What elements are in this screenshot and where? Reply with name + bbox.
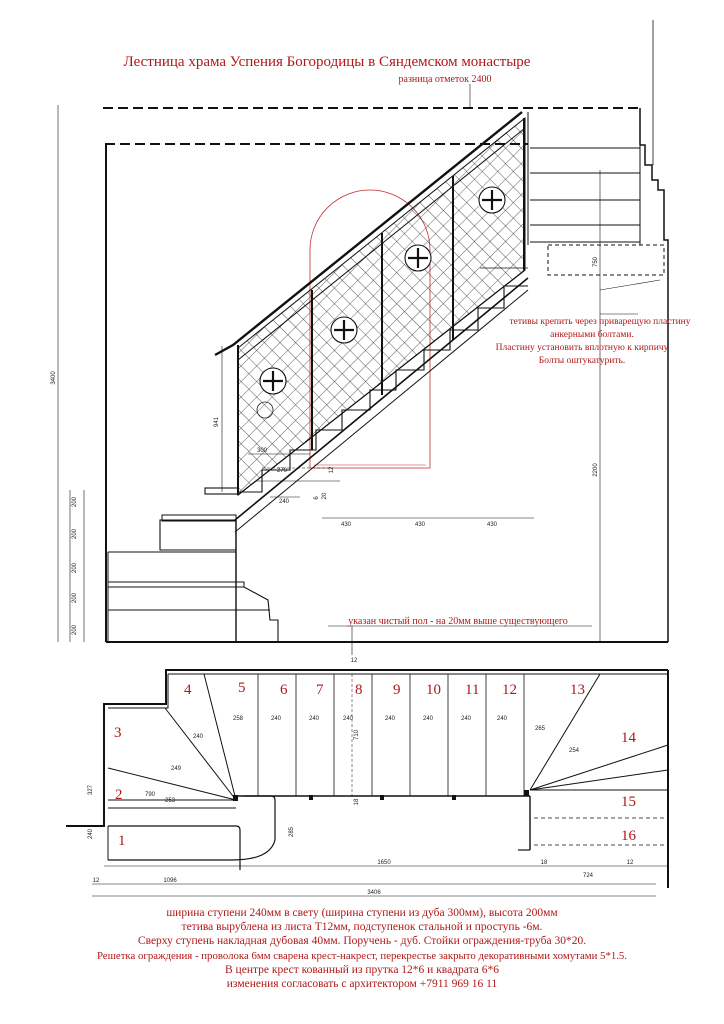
- note-line: Решетка ограждения - проволока 6мм сварена крест-накрест, перекрестье закрыто декоративными хомутами 5*1.5.: [96, 949, 628, 962]
- dim-winder-790: 790: [144, 792, 156, 798]
- dim-small-18: 18: [354, 798, 360, 806]
- step-number: 12: [502, 682, 517, 698]
- dim-step-240-5: 240: [422, 716, 434, 722]
- step-number: 16: [621, 828, 636, 844]
- dim-bottom-12-right: 12: [626, 860, 634, 866]
- dim-winder-265: 265: [534, 726, 546, 732]
- dim-flight-430-3: 430: [486, 522, 498, 528]
- anchor-note-line-3: Пластину установить вплотную к кирпичу: [495, 343, 669, 353]
- dim-bottom-724: 724: [582, 873, 594, 879]
- step-number: 8: [355, 682, 363, 698]
- dim-small-20: 20: [322, 492, 328, 500]
- dim-winder-249: 249: [170, 766, 182, 772]
- drawing-title: Лестница храма Успения Богородицы в Сяндемском монастыре: [123, 54, 531, 70]
- dim-winder-285: 285: [289, 826, 295, 838]
- note-line: Сверху ступень накладная дубовая 40мм. Поручень - дуб. Стойки ограждения-труба 30*20.: [137, 935, 587, 948]
- plan-view: [66, 670, 668, 896]
- dim-flight-430-2: 430: [414, 522, 426, 528]
- dim-step-240-2: 240: [308, 716, 320, 722]
- note-line: изменения согласовать с архитектором +7911 969 16 11: [226, 978, 498, 991]
- dim-left-riser-1: 200: [72, 496, 78, 508]
- dim-left-riser-4: 200: [72, 592, 78, 604]
- step-number: 13: [570, 682, 585, 698]
- dim-bottom-18: 18: [540, 860, 548, 866]
- dim-tread-270: 270: [276, 468, 288, 474]
- dim-left-riser-5: 200: [72, 624, 78, 636]
- dim-small-12: 12: [329, 466, 335, 474]
- level-difference-label: разница отметок 2400: [398, 74, 492, 85]
- dim-top-12: 12: [350, 658, 358, 664]
- dim-winder-254: 254: [568, 748, 580, 754]
- construction-notes: [0, 906, 724, 991]
- step-number: 9: [393, 682, 401, 698]
- anchor-note-line-2: анкерными болтами.: [550, 330, 634, 340]
- step-number: 2: [115, 787, 123, 803]
- dim-winder-327: 327: [88, 784, 94, 796]
- step-number: 5: [238, 680, 246, 696]
- dim-step-258: 258: [232, 716, 244, 722]
- dim-center-710: 710: [354, 729, 360, 741]
- dim-left-riser-3: 200: [72, 562, 78, 574]
- step-number: 10: [426, 682, 441, 698]
- dim-step-240-7: 240: [496, 716, 508, 722]
- dim-step-240-1: 240: [270, 716, 282, 722]
- step-number: 1: [118, 833, 126, 849]
- dim-step-240-6: 240: [460, 716, 472, 722]
- dim-tread-300: 300: [256, 448, 268, 454]
- dim-total-height: 3400: [51, 371, 57, 385]
- step-number: 6: [280, 682, 288, 698]
- dim-winder-253: 253: [164, 798, 176, 804]
- dim-step-240-3: 240: [342, 716, 354, 722]
- step-number: 14: [621, 730, 636, 746]
- dim-right-height: 2200: [593, 463, 599, 477]
- note-line: тетива вырублена из листа Т12мм, подступенок стальной и проступь -6м.: [181, 921, 543, 934]
- dim-top-right: 750: [593, 256, 599, 268]
- dim-winder-240-b: 240: [88, 828, 94, 840]
- anchor-note-line-4: Болты оштукатурить.: [538, 356, 626, 366]
- step-number: 7: [316, 682, 324, 698]
- anchor-note-line-1: тетивы крепить через приварещую пластину: [509, 317, 691, 327]
- dim-total-length: 3406: [367, 890, 381, 896]
- floor-note: указан чистый пол - на 20мм выше существующего: [348, 616, 568, 627]
- step-number: 11: [465, 682, 480, 698]
- dim-rail-height: 941: [214, 416, 220, 428]
- dim-flight-430-1: 430: [340, 522, 352, 528]
- dim-bottom-1650: 1650: [377, 860, 391, 866]
- dim-winder-240: 240: [192, 734, 204, 740]
- note-line: В центре крест кованный из прутка 12*6 и квадрата 6*6: [225, 963, 499, 976]
- dim-tread-240: 240: [278, 499, 290, 505]
- dim-bottom-1096: 1096: [163, 878, 177, 884]
- step-number: 15: [621, 794, 636, 810]
- dim-small-6: 6: [314, 496, 320, 500]
- dim-bottom-12-left: 12: [92, 878, 100, 884]
- dim-step-240-4: 240: [384, 716, 396, 722]
- plan-step-numbers: [114, 680, 637, 849]
- dim-left-riser-2: 200: [72, 528, 78, 540]
- note-line: ширина ступени 240мм в свету (ширина ступени из дуба 300мм), высота 200мм: [166, 907, 558, 919]
- step-number: 4: [184, 682, 192, 698]
- step-number: 3: [114, 725, 122, 741]
